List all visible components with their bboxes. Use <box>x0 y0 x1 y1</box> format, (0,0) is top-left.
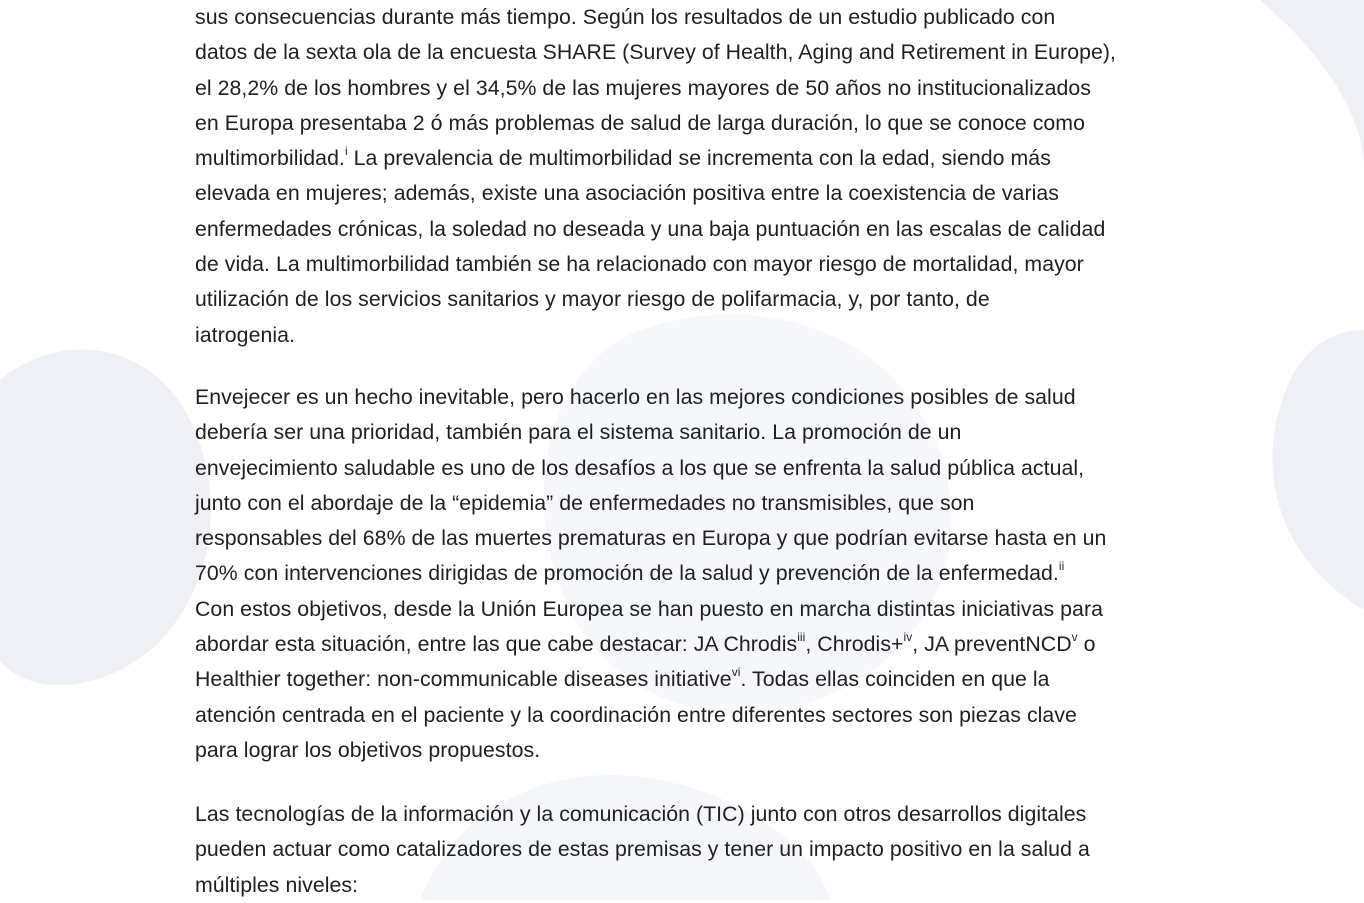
text-segment: o <box>1077 632 1096 657</box>
text-segment: abordar esta situación, entre las que cabe destacar: JA Chrodis <box>195 632 798 657</box>
text-line: responsables del 68% de las muertes prematuras en Europa y que podrían evitarse hasta en un <box>195 526 1107 551</box>
watermark-shape-left <box>0 349 211 685</box>
text-line <box>195 662 1106 697</box>
text-line <box>195 556 1106 591</box>
footnote-reference[interactable]: ii <box>1058 559 1065 574</box>
paragraph-3 <box>195 797 1090 903</box>
footnote-reference[interactable]: iv <box>903 629 913 644</box>
text-line <box>195 627 1106 662</box>
text-line: para lograr los objetivos propuestos. <box>195 737 541 762</box>
text-line: utilización de los servicios sanitarios y mayor riesgo de polifarmacia, y, por tanto, de <box>195 287 990 312</box>
text-line: envejecimiento saludable es uno de los desafíos a los que se enfrenta la salud pública actual, <box>195 455 1085 480</box>
paragraph-2 <box>195 380 1106 768</box>
footnote-reference[interactable]: i <box>344 144 348 159</box>
text-line: el 28,2% de los hombres y el 34,5% de las mujeres mayores de 50 años no institucionalizados <box>195 75 1091 100</box>
footnote-reference[interactable]: v <box>1071 629 1078 644</box>
text-line: pueden actuar como catalizadores de estas premisas y tener un impacto positivo en la salud a <box>195 837 1090 862</box>
text-line: Envejecer es un hecho inevitable, pero hacerlo en las mejores condiciones posibles de salud <box>195 385 1076 409</box>
text-segment: multimorbilidad. <box>195 146 345 171</box>
text-segment: , JA preventNCD <box>912 632 1072 657</box>
text-line: múltiples niveles: <box>195 872 359 897</box>
footnote-reference[interactable]: iii <box>797 629 806 644</box>
text-line: datos de la sexta ola de la encuesta SHARE (Survey of Health, Aging and Retirement in Europe), <box>195 40 1116 65</box>
text-line: elevada en mujeres; además, existe una asociación positiva entre la coexistencia de varias <box>195 181 1059 206</box>
text-line: de vida. La multimorbilidad también se ha relacionado con mayor riesgo de mortalidad, mayor <box>195 252 1084 277</box>
text-line: Las tecnologías de la información y la comunicación (TIC) junto con otros desarrollos digitales <box>195 802 1087 826</box>
text-line: iatrogenia. <box>195 322 296 347</box>
watermark-shape-right <box>1272 330 1364 610</box>
text-line: enfermedades crónicas, la soledad no deseada y una baja puntuación en las escalas de calidad <box>195 216 1106 241</box>
text-segment: Healthier together: non-communicable diseases initiative <box>195 667 732 692</box>
text-line <box>195 141 1116 176</box>
text-line: debería ser una prioridad, también para el sistema sanitario. La promoción de un <box>195 420 962 445</box>
text-line: junto con el abordaje de la “epidemia” de enfermedades no transmisibles, que son <box>195 490 975 515</box>
text-line: sus consecuencias durante más tiempo. Según los resultados de un estudio publicado con <box>195 5 1056 29</box>
paragraph-1 <box>195 0 1116 353</box>
text-segment: , Chrodis+ <box>805 632 904 657</box>
watermark-shape-top <box>1260 0 1364 170</box>
footnote-reference[interactable]: vi <box>731 665 741 680</box>
text-line: Con estos objetivos, desde la Unión Europea se han puesto en marcha distintas iniciativas para <box>195 596 1103 621</box>
text-line: atención centrada en el paciente y la coordinación entre diferentes sectores son piezas clave <box>195 702 1077 727</box>
text-segment: La prevalencia de multimorbilidad se incrementa con la edad, siendo más <box>347 146 1051 171</box>
text-line: en Europa presentaba 2 ó más problemas de salud de larga duración, lo que se conoce como <box>195 110 1085 135</box>
text-segment: 70% con intervenciones dirigidas de promoción de la salud y prevención de la enfermedad. <box>195 561 1059 586</box>
text-segment: . Todas ellas coinciden en que la <box>740 667 1050 692</box>
